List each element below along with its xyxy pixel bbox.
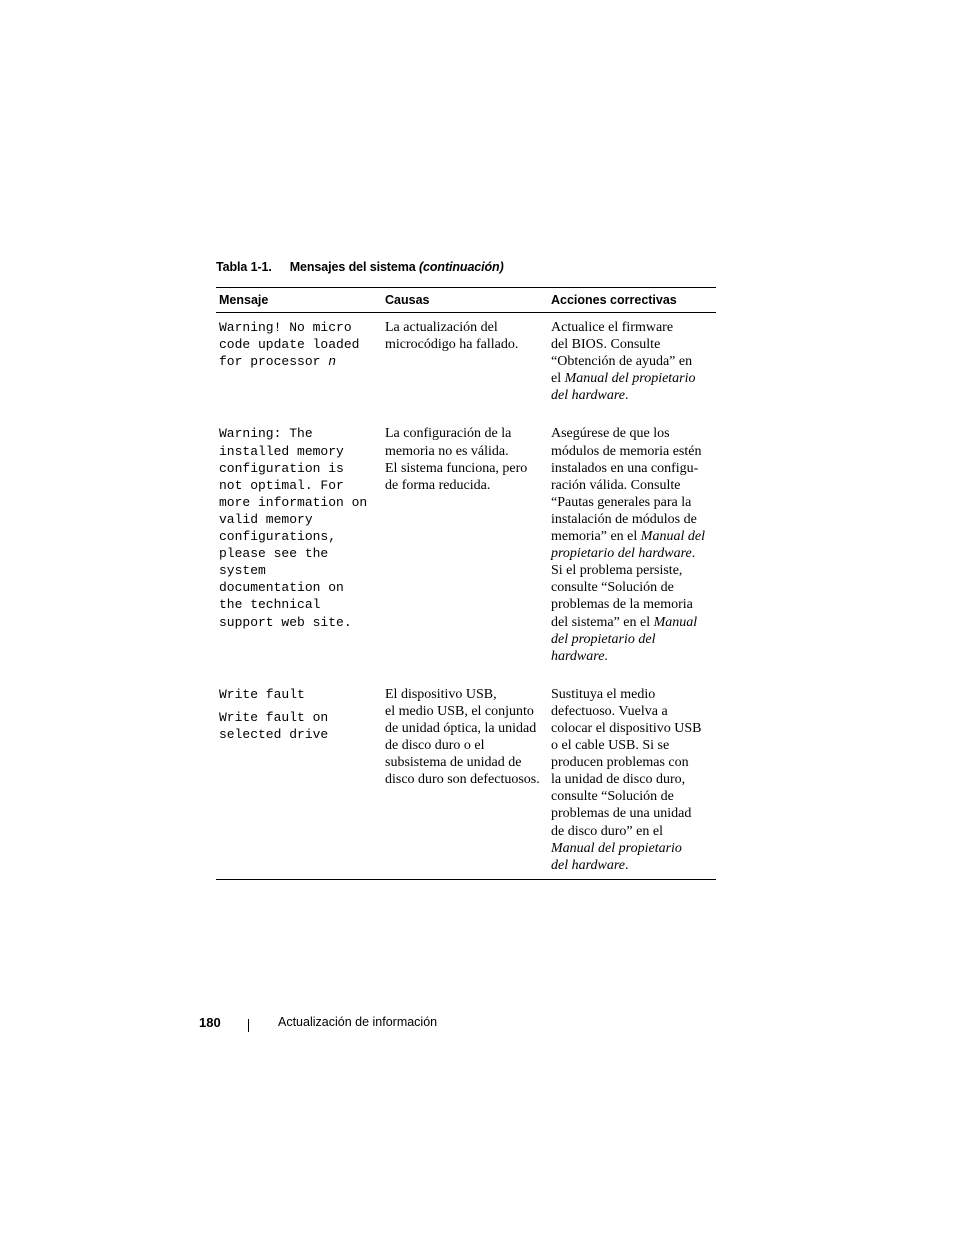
caption-title: Mensajes del sistema	[289, 260, 419, 274]
actions-cell	[548, 319, 716, 404]
action-text: Sustituya el medio defectuoso. Vuelva a colocar el dispositivo USB o el cable USB. Si se producen problemas con la unidad de disco duro, consulte “Solución de problemas de una unidad de disco duro” en el	[551, 686, 702, 839]
causes-cell: El dispositivo USB, el medio USB, el conjunto de unidad óptica, la unidad de disco duro o el subsistema de unidad de disco duro son defectuosos.	[385, 686, 540, 788]
message-cell	[216, 319, 382, 370]
header-causas: Causas	[385, 293, 430, 307]
message-text: Write fault on selected drive	[219, 709, 329, 742]
action-text: . Si el problema persiste, consulte “Solución de problemas de la memoria del sistema” en el	[551, 546, 696, 630]
table-caption	[216, 260, 504, 274]
manual-reference: Manual del propietario del hardware	[551, 371, 696, 404]
table-body	[216, 313, 716, 879]
actions-cell	[548, 686, 716, 874]
manual-reference: Manual del propietario del hardware	[551, 529, 705, 562]
running-header: Actualización de información	[278, 1015, 438, 1029]
system-messages-table	[216, 287, 716, 880]
actions-cell	[548, 425, 716, 664]
header-acciones: Acciones correctivas	[551, 293, 677, 307]
table-header	[216, 288, 716, 313]
causes-cell: La actualización del microcódigo ha fallado.	[385, 320, 519, 353]
action-text: .	[625, 857, 629, 873]
table-row	[216, 674, 716, 879]
footer-separator	[248, 1019, 249, 1032]
manual-reference: Manual del propietario del hardware	[551, 614, 698, 664]
action-text: Actualice el firmware del BIOS. Consulte “Obtención de ayuda” en el	[551, 320, 693, 387]
manual-reference: Manual del propietario del hardware	[551, 840, 682, 873]
page-number: 180	[199, 1015, 221, 1030]
table-row	[216, 413, 716, 673]
message-text: Warning! No micro code update loaded for processor n	[219, 320, 360, 370]
action-text: .	[604, 648, 608, 664]
message-cell	[216, 686, 382, 743]
message-variable: n	[328, 354, 337, 370]
table-row	[216, 313, 716, 413]
action-text: Asegúrese de que los módulos de memoria estén instalados en una configu- ración válida. Consulte “Pautas generales para la instalación de módulos de memoria” en el	[551, 426, 702, 545]
header-mensaje: Mensaje	[219, 293, 269, 307]
message-text: Write fault	[219, 686, 305, 702]
message-cell	[216, 425, 382, 630]
message-text: Warning: The installed memory configuration is not optimal. For more information on valid memory configurations, please see the system documentation on the technical support web site.	[219, 426, 368, 630]
action-text: .	[625, 388, 629, 404]
caption-label: Tabla 1-1.	[216, 260, 272, 274]
causes-cell: La configuración de la memoria no es válida. El sistema funciona, pero de forma reducida.	[385, 426, 528, 493]
caption-title-italic: (continuación)	[418, 260, 504, 274]
